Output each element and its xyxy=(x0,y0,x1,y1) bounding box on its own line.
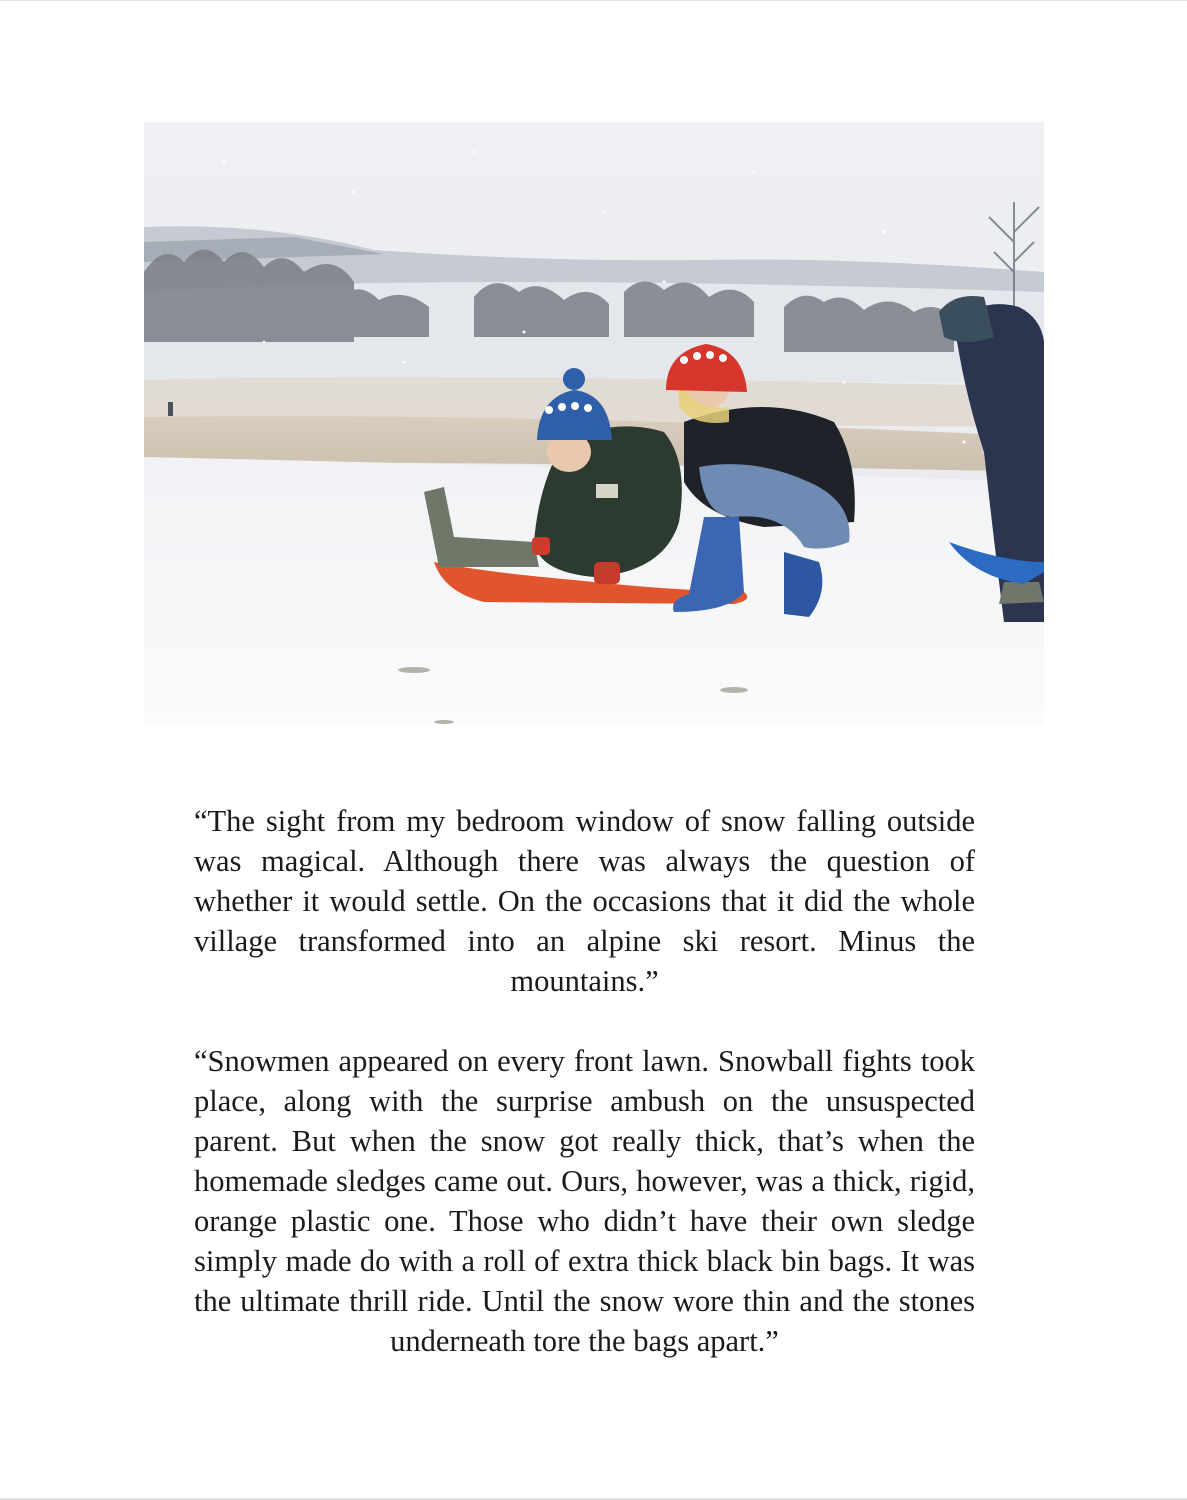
page-top-edge xyxy=(0,0,1187,1)
sledging-photo-illustration xyxy=(144,122,1044,725)
quote-paragraph-2: “Snowmen appeared on every front lawn. Snowball fights took place, along with the surprise ambush on the unsuspected parent. But when the snow got really thick, that’s when the homemade sledges came out. Ours, however, was a thick, rigid, orange plastic one. Those who didn’t have their own sledge simply made do with a roll of extra thick black bin bags. It was the ultimate thrill ride. Until the snow wore thin and the stones underneath tore the bags apart.” xyxy=(194,1044,975,1358)
sledging-photo xyxy=(144,122,1044,725)
quote-paragraph-1: “The sight from my bedroom window of snow falling outside was magical. Although there was always the question of whether it would settle. On the occasions that it did the whole village transformed into an alpine ski resort. Minus the mountains.” xyxy=(194,804,975,998)
